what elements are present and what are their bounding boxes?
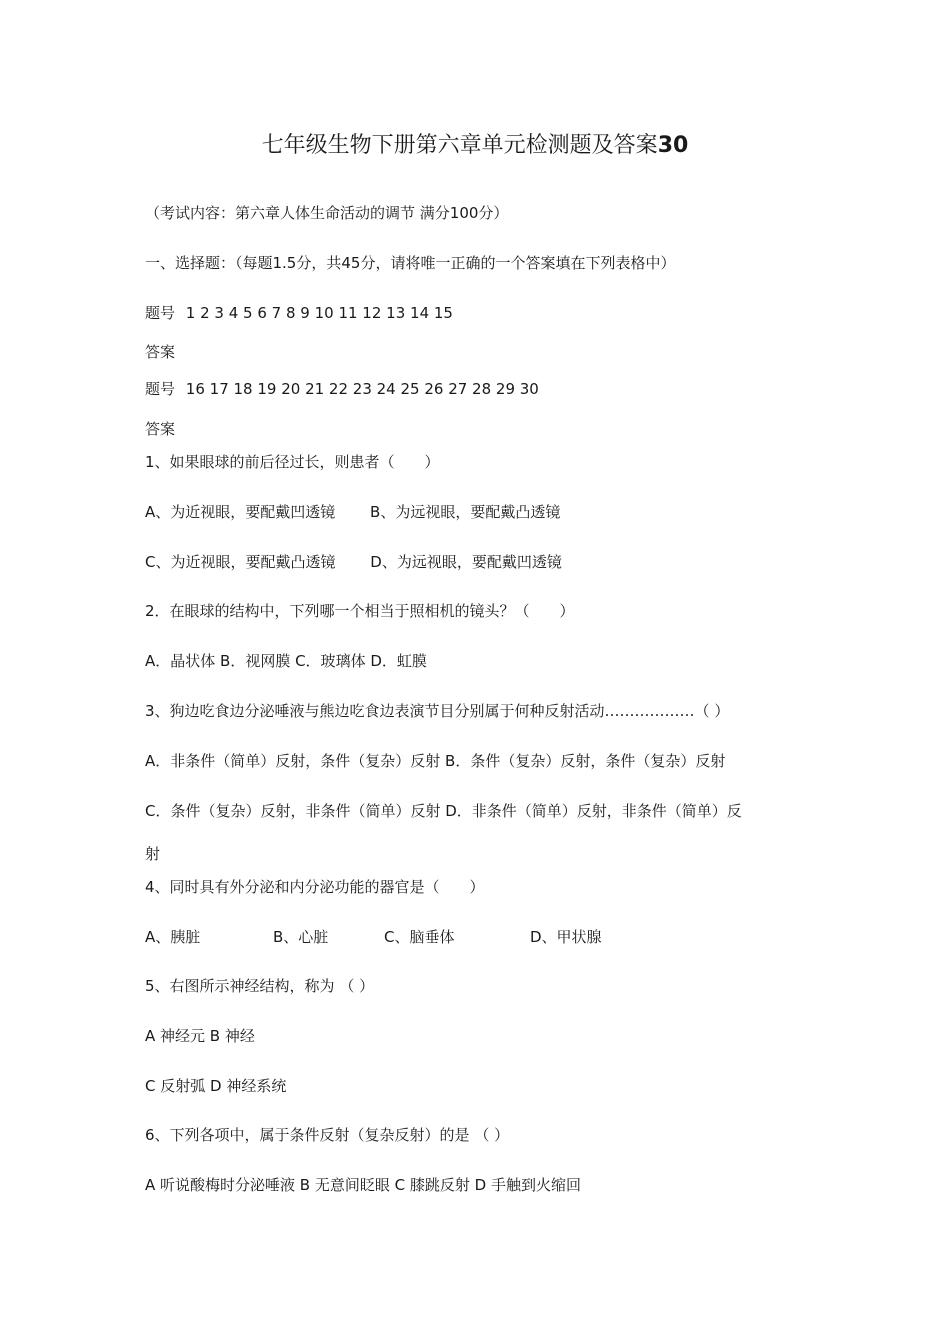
exam-subtitle: （考试内容：第六章人体生命活动的调节 满分100分）	[145, 204, 509, 222]
option-a: A、为近视眼，要配戴凹透镜	[145, 503, 336, 521]
question-4-options	[145, 926, 602, 948]
question-5: 5、右图所示神经结构，称为 （ ）	[145, 977, 375, 995]
table-numbers: 16 17 18 19 20 21 22 23 24 25 26 27 28 29 30	[185, 380, 539, 398]
table-label: 题号	[145, 380, 176, 398]
question-4: 4、同时具有外分泌和内分泌功能的器官是（ ）	[145, 878, 485, 896]
answer-table-row-1	[145, 302, 453, 324]
question-3-options-cd: C．条件（复杂）反射，非条件（简单）反射 D．非条件（简单）反射，非条件（简单）反	[145, 802, 742, 820]
question-3: 3、狗边吃食边分泌唾液与熊边吃食边表演节目分别属于何种反射活动………………（ ）	[145, 702, 730, 720]
question-5-options-cd: C 反射弧 D 神经系统	[145, 1077, 287, 1095]
option-d: D、为远视眼，要配戴凹透镜	[370, 553, 562, 571]
option-d: D、甲状腺	[530, 928, 602, 946]
title-number: 30	[657, 133, 689, 158]
table-label: 题号	[145, 304, 176, 322]
answer-table-row-3	[145, 378, 539, 400]
option-c: C、脑垂体	[384, 928, 455, 946]
question-6-options: A 听说酸梅时分泌唾液 B 无意间眨眼 C 膝跳反射 D 手触到火缩回	[145, 1176, 581, 1194]
question-3-options-ab: A．非条件（简单）反射，条件（复杂）反射 B．条件（复杂）反射，条件（复杂）反射	[145, 752, 726, 770]
option-b: B、为远视眼，要配戴凸透镜	[370, 503, 561, 521]
table-label: 答案	[145, 420, 176, 438]
document-title	[0, 130, 950, 162]
section-heading: 一、选择题：（每题1.5分，共45分，请将唯一正确的一个答案填在下列表格中）	[145, 254, 676, 272]
table-label: 答案	[145, 343, 176, 361]
question-1-options-ab	[145, 501, 560, 523]
title-main: 七年级生物下册第六章单元检测题及答案	[261, 133, 658, 158]
option-c: C、为近视眼，要配戴凸透镜	[145, 553, 336, 571]
question-2-options: A．晶状体 B．视网膜 C．玻璃体 D．虹膜	[145, 652, 427, 670]
answer-table-row-2	[145, 341, 175, 363]
question-6: 6、下列各项中，属于条件反射（复杂反射）的是 （ ）	[145, 1126, 510, 1144]
table-numbers: 1 2 3 4 5 6 7 8 9 10 11 12 13 14 15	[185, 304, 453, 322]
question-5-options-ab: A 神经元 B 神经	[145, 1027, 255, 1045]
question-3-options-cd-tail: 射	[145, 845, 161, 863]
answer-table-row-4	[145, 418, 175, 440]
question-2: 2．在眼球的结构中，下列哪一个相当于照相机的镜头？（ ）	[145, 602, 575, 620]
option-a: A、胰脏	[145, 928, 201, 946]
question-1-options-cd	[145, 551, 562, 573]
question-1: 1、如果眼球的前后径过长，则患者（ ）	[145, 453, 440, 471]
option-b: B、心脏	[273, 928, 329, 946]
